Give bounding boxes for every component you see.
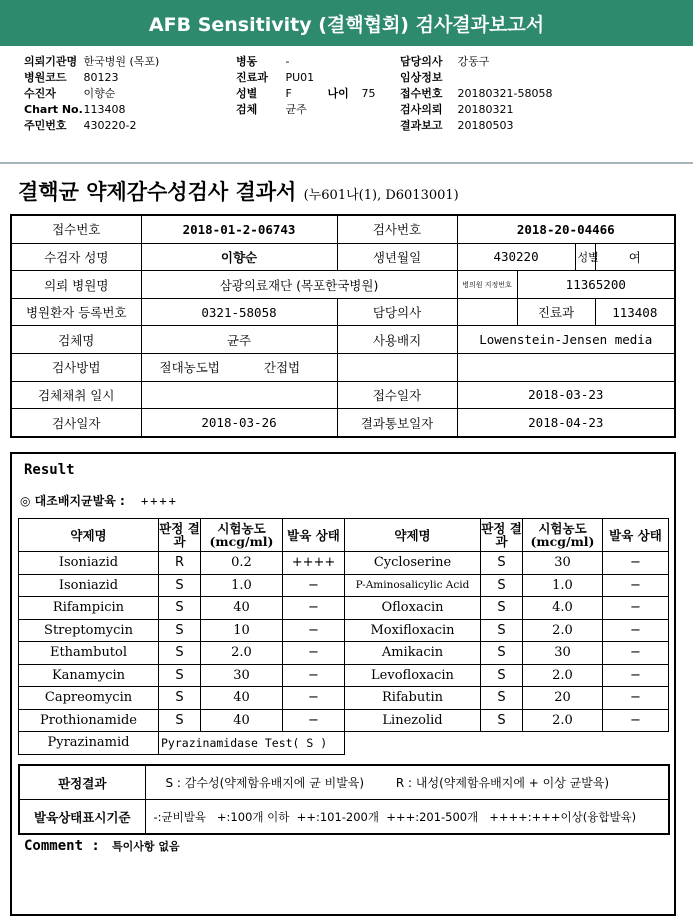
grid-value: 2018-04-23 (457, 409, 675, 437)
document-title-text: 결핵균 약제감수성검사 결과서 (18, 179, 297, 204)
drug-judge: S (159, 709, 201, 732)
drug-growth: − (283, 597, 345, 620)
info-label: 병동 (236, 55, 258, 68)
info-label: Chart No. (24, 103, 83, 116)
drug-name: Isoniazid (19, 574, 159, 597)
grid-value: 2018-03-26 (141, 409, 337, 437)
info-label: 성별 (236, 87, 258, 100)
drug-judge: S (159, 597, 201, 620)
drug-conc: 30 (523, 552, 603, 575)
info-value: 430220-2 (83, 119, 137, 132)
grid-row (11, 215, 675, 243)
info-value: F (285, 87, 292, 100)
info-value: 균주 (285, 103, 307, 116)
header-divider (0, 162, 693, 164)
drug-row (19, 642, 669, 665)
header-growth: 발육 상태 (283, 519, 345, 552)
control-growth-value: ++++ (140, 494, 178, 508)
info-label: 주민번호 (24, 119, 67, 132)
grid-label: 수검자 성명 (11, 243, 141, 271)
drug-judge: S (481, 619, 523, 642)
info-label: 수진자 (24, 87, 56, 100)
drug-judge: S (159, 619, 201, 642)
grid-label: 검체채취 일시 (11, 381, 141, 409)
info-label: 진료과 (236, 71, 268, 84)
header-drug: 약제명 (19, 519, 159, 552)
document-title (18, 176, 459, 206)
grid-value (141, 354, 337, 382)
info-label: 검사의뢰 (400, 103, 443, 116)
info-value: 20180321-58058 (457, 87, 553, 100)
info-value: 이향순 (83, 87, 116, 100)
drug-row (19, 619, 669, 642)
grid-value: 430220 (457, 243, 575, 271)
grid-value: 여 (595, 243, 675, 271)
drug-growth: ++++ (283, 552, 345, 575)
info-label: 검체 (236, 103, 258, 116)
method-indirect: 간접법 (263, 360, 301, 376)
drug-row (19, 709, 669, 732)
grid-value (457, 298, 517, 326)
grid-label: 검사번호 (337, 215, 457, 243)
document-subtitle: (누601나(1), D6013001) (303, 188, 459, 203)
grid-value: Lowenstein-Jensen media (457, 326, 675, 354)
legend-table (18, 764, 670, 835)
drug-name: Levofloxacin (345, 664, 481, 687)
header-judge: 판정 결과 (481, 519, 523, 552)
grid-empty (457, 354, 675, 382)
drug-growth: − (283, 687, 345, 710)
drug-growth: − (603, 597, 669, 620)
grid-value: 113408 (595, 298, 675, 326)
grid-row (11, 354, 675, 382)
drug-conc: 40 (201, 597, 283, 620)
info-value: PU01 (285, 71, 315, 84)
drug-conc: 40 (201, 687, 283, 710)
drug-growth: − (283, 574, 345, 597)
info-label: 임상정보 (400, 71, 443, 84)
grid-label: 검체명 (11, 326, 141, 354)
drug-name: Moxifloxacin (345, 619, 481, 642)
drug-conc: 2.0 (523, 619, 603, 642)
grid-label: 의뢰 병원명 (11, 271, 141, 299)
result-label: Result (24, 462, 75, 478)
drug-judge: S (481, 709, 523, 732)
drug-growth: − (283, 709, 345, 732)
drug-row (19, 552, 669, 575)
drug-growth: − (603, 619, 669, 642)
drug-name: Kanamycin (19, 664, 159, 687)
grid-label: 성별 (575, 243, 595, 271)
grid-row (11, 381, 675, 409)
method-absolute: 절대농도법 (159, 360, 220, 376)
drug-judge: S (481, 642, 523, 665)
legend-growth-text: -:균비발육 +:100개 이하 ++:101-200개 +++:201-500개 ++++:+++이상(융합발육) (145, 800, 669, 835)
legend-judge-s: S : 감수성(약제함유배지에 균 비발육) (165, 776, 365, 790)
drug-name: Ethambutol (19, 642, 159, 665)
drug-judge: S (159, 574, 201, 597)
pyrazinamid-result: Pyrazinamidase Test( S ) (159, 732, 345, 755)
info-value: 한국병원 (목포) (83, 55, 160, 68)
drug-name: Amikacin (345, 642, 481, 665)
patient-info-grid (10, 214, 676, 438)
comment-value: 특이사항 없음 (112, 840, 180, 853)
info-label: 의뢰기관명 (24, 55, 78, 68)
info-value: 20180321 (457, 103, 514, 116)
info-column-3 (400, 54, 552, 134)
info-value: 20180503 (457, 119, 514, 132)
grid-label: 결과통보일자 (337, 409, 457, 437)
drug-judge: S (159, 687, 201, 710)
header-judge: 판정 결과 (159, 519, 201, 552)
grid-label: 사용배지 (337, 326, 457, 354)
drug-growth: − (603, 574, 669, 597)
drug-growth: − (283, 642, 345, 665)
drug-row (19, 597, 669, 620)
drug-judge: S (159, 664, 201, 687)
legend-judge-label: 판정결과 (19, 765, 145, 800)
drug-row (19, 687, 669, 710)
drug-conc: 2.0 (523, 709, 603, 732)
header-conc: 시험농도 (mcg/ml) (523, 519, 603, 552)
grid-row (11, 298, 675, 326)
drug-growth: − (283, 619, 345, 642)
drug-rows (19, 552, 669, 732)
grid-label: 생년월일 (337, 243, 457, 271)
grid-value: 2018-01-2-06743 (141, 215, 337, 243)
drug-conc: 40 (201, 709, 283, 732)
header-growth: 발육 상태 (603, 519, 669, 552)
grid-value (141, 381, 337, 409)
grid-label: 병의원 지정번호 (457, 271, 517, 299)
drug-name: Rifampicin (19, 597, 159, 620)
control-growth-label: 대조배지균발육 : (34, 494, 125, 508)
legend-judge-row (19, 765, 669, 800)
grid-value: 2018-20-04466 (457, 215, 675, 243)
drug-row (19, 574, 669, 597)
info-label: 담당의사 (400, 55, 443, 68)
info-column-1 (24, 54, 159, 134)
info-label: 병원코드 (24, 71, 67, 84)
grid-value: 균주 (141, 326, 337, 354)
info-column-2 (236, 54, 376, 118)
bullseye-icon: ◎ (20, 494, 31, 508)
info-value: 강동구 (457, 55, 490, 68)
drug-name: Prothionamide (19, 709, 159, 732)
grid-label: 검사일자 (11, 409, 141, 437)
drug-growth: − (603, 552, 669, 575)
grid-label: 병원환자 등록번호 (11, 298, 141, 326)
pyrazinamid-name: Pyrazinamid (19, 732, 159, 755)
age-label: 나이 (327, 87, 349, 100)
drug-judge: S (481, 687, 523, 710)
drug-growth: − (283, 664, 345, 687)
info-label: 접수번호 (400, 87, 443, 100)
report-banner-title: AFB Sensitivity (결핵협회) 검사결과보고서 (0, 0, 693, 46)
grid-empty (337, 354, 457, 382)
drug-conc: 0.2 (201, 552, 283, 575)
drug-conc: 10 (201, 619, 283, 642)
drug-conc: 2.0 (523, 664, 603, 687)
grid-row (11, 271, 675, 299)
info-label: 결과보고 (400, 119, 443, 132)
drug-table-header (19, 519, 669, 552)
drug-conc: 2.0 (201, 642, 283, 665)
drug-conc: 20 (523, 687, 603, 710)
drug-conc: 1.0 (523, 574, 603, 597)
comment-line (24, 838, 180, 854)
drug-judge: R (159, 552, 201, 575)
age-value: 75 (361, 87, 376, 100)
drug-growth: − (603, 709, 669, 732)
drug-conc: 30 (523, 642, 603, 665)
drug-name: Rifabutin (345, 687, 481, 710)
info-value: 113408 (83, 103, 126, 116)
drug-judge: S (481, 597, 523, 620)
pyrazinamid-spacer (345, 732, 669, 755)
drug-row (19, 664, 669, 687)
legend-judge-r: R : 내성(약제함유배지에 + 이상 균발육) (395, 776, 610, 790)
drug-judge: S (481, 574, 523, 597)
header-conc: 시험농도 (mcg/ml) (201, 519, 283, 552)
grid-label: 담당의사 (337, 298, 457, 326)
drug-name: Linezolid (345, 709, 481, 732)
grid-label: 검사방법 (11, 354, 141, 382)
drug-name: Isoniazid (19, 552, 159, 575)
legend-judge-text (145, 765, 669, 800)
drug-growth: − (603, 664, 669, 687)
grid-label: 접수번호 (11, 215, 141, 243)
drug-growth: − (603, 687, 669, 710)
grid-value: 0321-58058 (141, 298, 337, 326)
header-drug: 약제명 (345, 519, 481, 552)
drug-conc: 1.0 (201, 574, 283, 597)
drug-name: Ofloxacin (345, 597, 481, 620)
control-growth-line (20, 492, 178, 509)
drug-growth: − (603, 642, 669, 665)
pyrazinamid-row (19, 732, 669, 755)
legend-growth-label: 발육상태표시기준 (19, 800, 145, 835)
drug-name: Streptomycin (19, 619, 159, 642)
info-value: 80123 (83, 71, 119, 84)
drug-judge: S (481, 552, 523, 575)
drug-judge: S (481, 664, 523, 687)
drug-name: Cycloserine (345, 552, 481, 575)
grid-label: 접수일자 (337, 381, 457, 409)
drug-name: Capreomycin (19, 687, 159, 710)
info-value: - (285, 55, 290, 68)
grid-value: 이향순 (141, 243, 337, 271)
grid-value: 2018-03-23 (457, 381, 675, 409)
grid-row (11, 243, 675, 271)
grid-row (11, 326, 675, 354)
legend-growth-row (19, 800, 669, 835)
drug-sensitivity-table (18, 518, 669, 755)
grid-value: 11365200 (517, 271, 675, 299)
comment-label: Comment : (24, 838, 100, 854)
drug-conc: 30 (201, 664, 283, 687)
drug-judge: S (159, 642, 201, 665)
grid-value: 삼광의료재단 (목포한국병원) (141, 271, 457, 299)
grid-row (11, 409, 675, 437)
drug-name: P-Aminosalicylic Acid (345, 574, 481, 597)
grid-label: 진료과 (517, 298, 595, 326)
drug-conc: 4.0 (523, 597, 603, 620)
